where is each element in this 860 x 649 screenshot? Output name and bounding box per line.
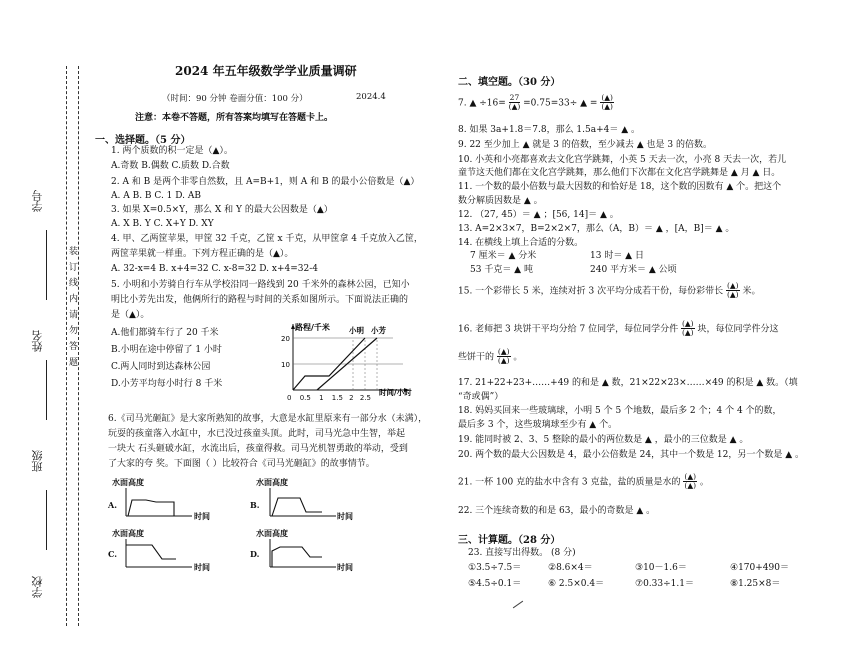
q9: 9. 22 至少加上 ▲ 就是 3 的倍数，至少减去 ▲ 也是 3 的倍数。 (458, 140, 712, 150)
y-tick-10: 10 (281, 361, 290, 369)
q6-graph-a-letter: A. (108, 500, 117, 510)
calc-3[interactable]: ③10－1.6＝ (635, 563, 687, 573)
q14-d: 240 平方米＝ ▲ 公顷 (590, 265, 677, 275)
name-blank[interactable] (46, 360, 47, 420)
q16-mid: 块，每位同学件分这 (697, 324, 779, 335)
q5-stem: 5. 小明和小芳骑自行车从学校沿同一路线到 20 千米外的森林公园，已知小 (111, 280, 410, 290)
q3-stem: 3. 如果 X=0.5×Y，那么 X 和 Y 的最大公因数是（▲） (111, 205, 333, 215)
q15 (458, 282, 760, 300)
q3-options[interactable]: A. X B. Y C. X+Y D. XY (111, 219, 214, 229)
q21-den[interactable]: (▲) (684, 481, 697, 491)
q6-graph-b-ylabel: 水面高度 (256, 477, 288, 487)
q7-fraction-2[interactable] (600, 94, 614, 112)
calc-5[interactable]: ⑤4.5÷0.1＝ (468, 579, 522, 589)
y-tick-20: 20 (281, 335, 290, 343)
q7-frac1-den[interactable]: (▲) (508, 102, 521, 112)
calc-7[interactable]: ⑦0.33÷1.1＝ (635, 579, 694, 589)
q6-graph-d-letter: D. (250, 549, 260, 559)
q4-options[interactable]: A. 32-x=4 B. x+4=32 C. x-8=32 D. x+4=32-4 (111, 264, 318, 274)
q16-line1 (458, 320, 778, 338)
q6-line2: 玩耍的孩童落入水缸中，水已没过孩童头顶。此时，司马光急中生智，举起 (108, 429, 406, 439)
calc-4[interactable]: ④170+490＝ (730, 563, 789, 573)
q2-stem: 2. A 和 B 是两个非零自然数，且 A=B+1，则 A 和 B 的最小公倍数是（▲） (111, 177, 420, 187)
x-tick: 2.5 (359, 394, 371, 402)
q15-pre: 15. 一个彩带长 5 米，连续对折 3 次平均分成若干份，每份彩带长 (458, 286, 724, 297)
q16-pre: 16. 老师把 3 块饼干平均分给 7 位同学，每位同学分件 (458, 324, 679, 335)
q14-c: 53 千克＝ ▲ 吨 (470, 265, 533, 275)
q1-options[interactable]: A.奇数 B.偶数 C.质数 D.合数 (111, 161, 230, 171)
q21-pre: 21. 一杯 100 克的盐水中含有 3 克盐，盐的质量是水的 (458, 477, 681, 488)
q14-b: 13 时＝ ▲ 日 (590, 251, 644, 261)
q7 (458, 94, 614, 112)
q16-num2[interactable]: (▲) (497, 347, 510, 356)
q21 (458, 473, 709, 491)
q15-den[interactable]: (▲) (726, 290, 739, 300)
exam-title: 2024 年五年级数学学业质量调研 (175, 64, 357, 78)
q15-post: 米。 (742, 286, 761, 297)
q22: 22. 三个连续奇数的和是 63，最小的奇数是 ▲ 。 (458, 506, 656, 516)
q16-post: 。 (513, 352, 523, 363)
q16-line2 (458, 348, 522, 366)
q12: 12. （27, 45）＝ ▲ ；[56, 14]＝ ▲ 。 (458, 210, 619, 220)
class-blank[interactable] (46, 490, 47, 550)
q21-post: 。 (699, 477, 709, 488)
q6-graph-d-ylabel: 水面高度 (256, 528, 288, 538)
q7-frac2-den[interactable]: (▲) (601, 102, 613, 112)
q1-stem: 1. 两个质数的积一定是（▲）。 (111, 146, 233, 156)
q8: 8. 如果 3a+1.8＝7.8，那么 1.5a+4＝ ▲ 。 (458, 125, 641, 135)
calc-6[interactable]: ⑥ 2.5×0.4＝ (548, 579, 605, 589)
q14: 14. 在横线上填上合适的分数。 (458, 238, 584, 248)
q15-fraction[interactable] (726, 282, 740, 300)
q6-line3: 一块大 石头砸破水缸，水流出后，孩童得救。司马光机智勇敢的举动，受到 (108, 444, 408, 454)
q5-option-d[interactable]: D.小芳平均每小时行 8 千米 (111, 379, 223, 389)
q6-line4: 了大家的夸 奖。下面图（ ）比较符合《司马光砸缸》的故事情节。 (108, 459, 375, 469)
id-blank[interactable] (46, 230, 47, 300)
q15-num[interactable]: (▲) (726, 281, 739, 290)
exam-notice: 注意：本卷不答题，所有答案均填写在答题卡上。 (135, 113, 334, 123)
q23-title: 23. 直接写出得数。 (8 分) (468, 548, 576, 558)
q21-fraction[interactable] (683, 473, 697, 491)
section2-title: 二、填空题。（30 分） (458, 77, 561, 88)
q6-graph-b-letter: B. (250, 500, 260, 510)
calc-2[interactable]: ②8.6×4＝ (548, 563, 593, 573)
name-label: 姓名 (31, 330, 44, 352)
q7-pre: 7. ▲ ÷16= (458, 98, 506, 109)
q10-line1: 10. 小英和小亮都喜欢去文化宫学跳舞，小英 5 天去一次，小亮 8 天去一次，若儿 (458, 155, 787, 165)
q6-graph-c-xlabel: 时间 (194, 562, 210, 572)
series-xiaofang-label: 小芳 (371, 326, 386, 335)
calc-1[interactable]: ①3.5÷7.5＝ (468, 563, 522, 573)
exam-time-info: （时间：90 分钟 卷面分值：100 分） (162, 94, 308, 104)
q17-line1: 17. 21+22+23+……+49 的和是 ▲ 数，21×22×23×……×49 的积是 ▲ 数。（填 (458, 378, 798, 388)
q7-fraction-1 (509, 94, 521, 112)
section3-title: 三、计算题。（28 分） (458, 535, 561, 546)
calc-8[interactable]: ⑧1.25×8＝ (730, 579, 781, 589)
q6-line1: 6.《司马光砸缸》是大家所熟知的故事，大意是水缸里原来有一部分水（未满）， (108, 414, 428, 424)
q16-line2-text: 些饼干的 (458, 352, 495, 363)
q6-graph-b-xlabel: 时间 (337, 511, 353, 521)
q11-line2: 数分解质因数是 ▲ 。 (458, 196, 543, 206)
q5-distance-time-graph (265, 318, 415, 396)
q14-a: 7 厘米＝ ▲ 分米 (470, 251, 537, 261)
q5-stem-line3: 是（▲）。 (111, 310, 150, 320)
q18-line1: 18. 妈妈买回来一些玻璃球，小明 5 个 5 个地数，最后多 2 个；4 个 4 个的数， (458, 406, 782, 416)
q5-graph-ylabel: 路程/千米 (295, 323, 330, 332)
q4-stem: 4. 甲、乙两筐苹果，甲筐 32 千克，乙筐 x 千克，从甲筐拿 4 千克放入乙筐， (111, 234, 423, 244)
q5-option-c[interactable]: C.两人同时到达森林公园 (111, 362, 211, 372)
q5-graph-x-ticks (287, 394, 371, 402)
x-tick: 0 (287, 394, 292, 402)
q17-line2: “奇或偶”） (458, 392, 504, 402)
x-tick: 1 (319, 394, 324, 402)
x-tick: 1.5 (331, 394, 343, 402)
q5-stem-line2: 明比小芳先出发，他俩所行的路程与时间的关系如图所示。下面说法正确的 (111, 295, 409, 305)
q16-fraction-1[interactable] (681, 320, 695, 338)
section1-title: 一、选择题。（5 分） (95, 135, 191, 146)
q16-den2[interactable]: (▲) (497, 356, 510, 366)
q16-den[interactable]: (▲) (681, 328, 694, 338)
q20: 20. 两个数的最大公因数是 4，最小公倍数是 24，其中一个数是 12，另一个数是 ▲ 。 (458, 450, 805, 460)
q7-mid: =0.75=33÷ ▲ = (523, 98, 598, 109)
q6-graph-c-ylabel: 水面高度 (112, 528, 144, 538)
q16-fraction-2[interactable] (497, 348, 511, 366)
q2-options[interactable]: A. A B. B C. 1 D. AB (111, 191, 201, 201)
q6-graph-a-ylabel: 水面高度 (112, 477, 144, 487)
q7-frac2-num[interactable]: (▲) (601, 93, 613, 102)
q5-option-b[interactable]: B.小明在途中停留了 1 小时 (111, 345, 222, 355)
q18-line2: 最后多 3 个，这些玻璃球至少有 ▲ 个。 (458, 420, 618, 430)
exam-date: 2024.4 (356, 92, 386, 102)
q21-num[interactable]: (▲) (684, 472, 697, 481)
q5-option-a[interactable]: A.他们都骑车行了 20 千米 (111, 328, 219, 338)
q7-frac1-num: 27 (509, 93, 520, 102)
q6-graph-c-letter: C. (108, 549, 118, 559)
q4-stem-line2: 两筐苹果就一样重。下列方程正确的是（▲）。 (111, 249, 294, 259)
q19: 19. 能同时被 2、3、5 整除的最小的两位数是 ▲ ，最小的三位数是 ▲ 。 (458, 435, 749, 445)
q10-line2: 童节这天他们都在文化宫学跳舞，那么他们下次都在文化宫学跳舞是 ▲ 月 ▲ 日。 (458, 168, 781, 178)
binding-notice: 装 订 线 内 请 勿 答 题 (67, 246, 77, 369)
class-label: 班级 (31, 450, 44, 472)
series-xiaoming-label: 小明 (349, 326, 364, 335)
q5-graph-xlabel: 时间/小时 (379, 388, 412, 396)
x-tick: 0.5 (299, 394, 311, 402)
school-label: 学校 (31, 576, 44, 598)
pen-mark (513, 601, 523, 609)
q6-graph-a-xlabel: 时间 (194, 511, 210, 521)
q13: 13. A=2×3×7，B=2×2×7，那么（A，B）＝ ▲ ，[A，B]＝ ▲ 。 (458, 224, 735, 234)
x-tick: 2 (349, 394, 354, 402)
id-label: 学号 (31, 190, 44, 212)
q16-num[interactable]: (▲) (681, 319, 694, 328)
q11-line1: 11. 一个数的最小倍数与最大因数的和恰好是 18，这个数的因数有 ▲ 个。把这个 (458, 182, 782, 192)
q6-graph-d-xlabel: 时间 (337, 562, 353, 572)
